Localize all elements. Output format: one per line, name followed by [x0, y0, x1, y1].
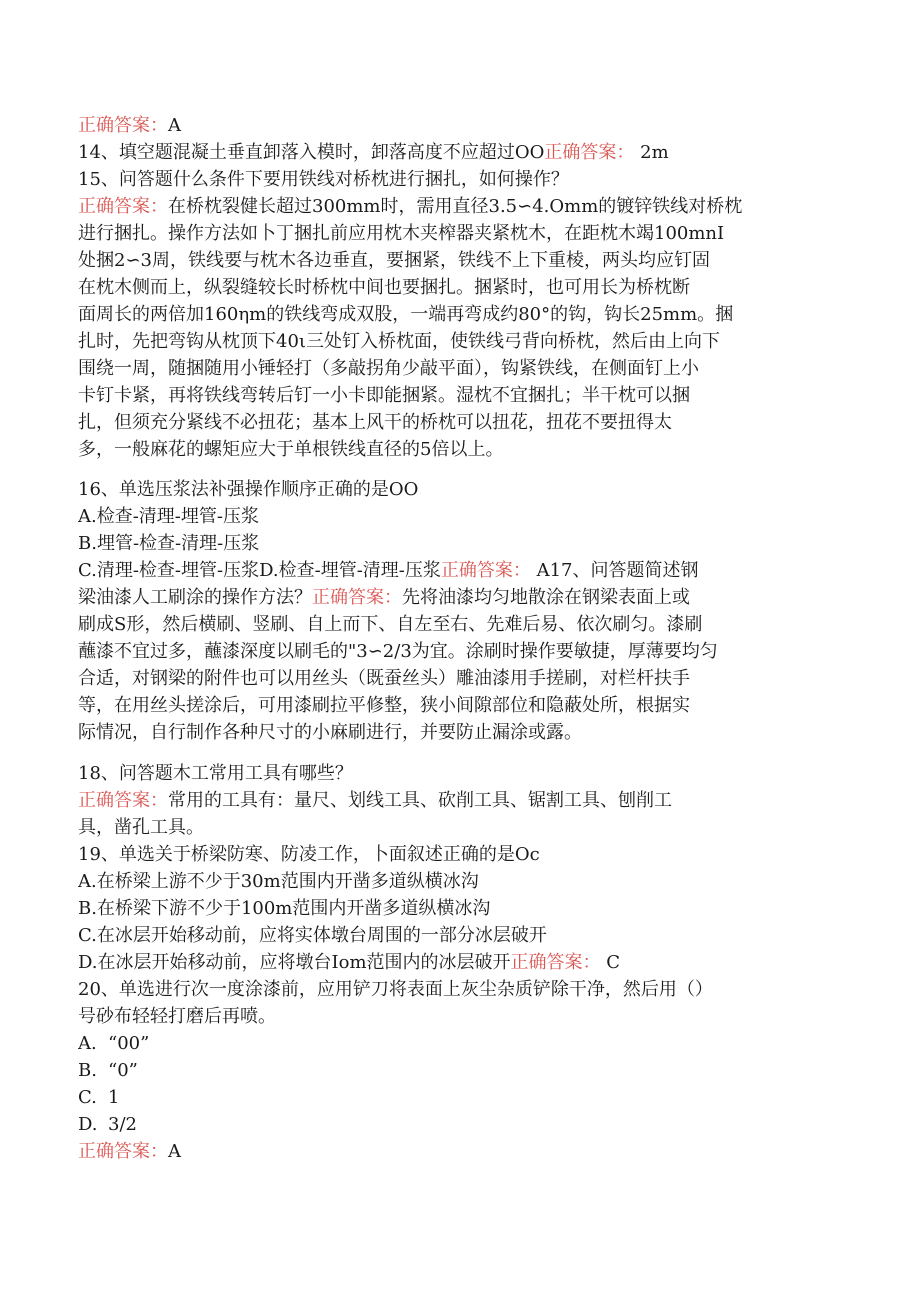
line-text: 常用的工具有：量尺、划线工具、砍削工具、锯割工具、刨削工: [168, 790, 672, 811]
text-line: [78, 1113, 848, 1137]
line-text: “00”: [108, 1033, 150, 1054]
text-line: [78, 1032, 848, 1056]
text-line: [78, 843, 848, 867]
line-text: C.清理-检查-埋管-压浆D.检查-埋管-清理-压浆: [78, 560, 441, 581]
text-line: [78, 478, 848, 502]
option-label: C.: [78, 1087, 97, 1108]
line-text: 刷成S形，然后横刷、竖刷、自上而下、自左至右、先难后易、依次刷匀。漆刷: [78, 614, 703, 635]
line-text: 号砂布轻轻打磨后再喷。: [78, 1006, 276, 1027]
text-line: [78, 1059, 848, 1083]
text-line: [78, 505, 848, 529]
text-line: [78, 721, 848, 745]
answer-label: 正确答案：: [510, 952, 601, 973]
line-text: 多，一般麻花的螺矩应大于单根铁线直径的5倍以上。: [78, 439, 504, 460]
text-line: [78, 384, 848, 408]
text-line: [78, 897, 848, 921]
text-line: [78, 640, 848, 664]
line-text: D.在冰层开始移动前，应将墩台Iom范围内的冰层破开: [78, 952, 511, 973]
line-text: A: [168, 115, 181, 136]
line-text: 具，凿孔工具。: [78, 817, 204, 838]
text-line: [78, 532, 848, 556]
line-text: 3/2: [108, 1114, 137, 1135]
text-line: [78, 1086, 848, 1110]
line-text: 等，在用丝头搓涂后，可用漆刷拉平修整，狭小间隙部位和隐蔽处所，根据实: [78, 695, 690, 716]
line-text: 卡钉卡紧，再将铁线弯转后钉一小卡即能捆紧。湿枕不宜捆扎；半干枕可以捆: [78, 385, 690, 406]
text-line: [78, 303, 848, 327]
text-line: [78, 222, 848, 246]
line-text: 2m: [634, 142, 669, 163]
line-text: 19、单选关于桥梁防寒、防凌工作，卜面叙述正确的是Oc: [78, 844, 540, 865]
option-label: B.: [78, 1060, 97, 1081]
line-text: “0”: [108, 1060, 138, 1081]
line-text: 14、填空题混凝土垂直卸落入模时，卸落高度不应超过OO: [78, 142, 545, 163]
line-text: B.埋管-检查-清理-压浆: [78, 533, 260, 554]
text-line: [78, 870, 848, 894]
text-line: [78, 924, 848, 948]
line-text: 际情况，自行制作各种尺寸的小麻刷进行，并要防止漏涂或露。: [78, 722, 582, 743]
line-text: A.在桥梁上游不少于30m范围内开凿多道纵横冰沟: [78, 871, 479, 892]
line-text: 合适，对钢梁的附件也可以用丝头（既蚕丝头）雕油漆用手搓刷，对栏杆扶手: [78, 668, 690, 689]
text-line: [78, 357, 848, 381]
text-line: [78, 978, 848, 1002]
line-text: 处捆2∽3周，铁线要与枕木各边垂直，要捆紧，铁线不上下重棱，两头均应钉固: [78, 250, 710, 271]
line-text: 扎时，先把弯钩从枕顶下40ι三处钉入桥枕面，使铁线弓背向桥枕，然后由上向下: [78, 331, 720, 352]
line-text: A17、问答题简述钢: [530, 560, 699, 581]
answer-label: 正确答案：: [78, 1141, 168, 1162]
text-line: [78, 168, 848, 192]
text-line: [78, 1005, 848, 1029]
line-text: 在枕木侧而上，纵裂缝较长时桥枕中间也要捆扎。捆紧时，也可用长为桥枕断: [78, 277, 690, 298]
line-text: 20、单选进行次一度涂漆前，应用铲刀将表面上灰尘杂质铲除干净，然后用（）: [78, 979, 713, 1000]
line-text: A.检查-清理-埋管-压浆: [78, 506, 259, 527]
text-line: [78, 559, 848, 583]
line-text: 15、问答题什么条件下要用铁线对桥枕进行捆扎，如何操作？: [78, 169, 569, 190]
line-text: 在桥枕裂健长超过300mm时，需用直径3.5∽4.Omm的镀锌铁线对桥枕: [168, 196, 743, 217]
line-text: B.在桥梁下游不少于100m范围内开凿多道纵横冰沟: [78, 898, 491, 919]
text-line: [78, 195, 848, 219]
line-text: C.在冰层开始移动前，应将实体墩台周围的一部分冰层破开: [78, 925, 547, 946]
text-line: [78, 1140, 848, 1164]
answer-label: 正确答案：: [312, 587, 402, 608]
text-line: [78, 276, 848, 300]
text-line: [78, 438, 848, 462]
text-line: [78, 411, 848, 435]
text-line: [78, 586, 848, 610]
answer-label: 正确答案：: [78, 115, 168, 136]
answer-label: 正确答案：: [544, 142, 635, 163]
text-line: [78, 249, 848, 273]
line-text: 16、单选压浆法补强操作顺序正确的是OO: [78, 479, 419, 500]
answer-label: 正确答案：: [440, 560, 531, 581]
line-text: 面周长的两倍加160ηm的铁线弯成双股，一端再弯成约80°的钩，钩长25mm。捆: [78, 304, 734, 325]
line-text: 先将油漆均匀地散涂在钢梁表面上或: [402, 587, 690, 608]
line-text: 18、问答题木工常用工具有哪些？: [78, 763, 353, 784]
text-line: [78, 330, 848, 354]
text-line: [78, 114, 848, 138]
option-label: D.: [78, 1114, 98, 1135]
text-line: [78, 951, 848, 975]
text-line: [78, 789, 848, 813]
line-text: 围绕一周，随捆随用小锤轻打（多敲拐角少敲平面），钩紧铁线，在侧面钉上小: [78, 358, 699, 379]
line-text: 扎，但须充分紧线不必扭花；基本上风干的桥枕可以扭花，扭花不要扭得太: [78, 412, 672, 433]
text-line: [78, 613, 848, 637]
line-text: C: [600, 952, 621, 973]
text-line: [78, 667, 848, 691]
option-label: A.: [78, 1033, 97, 1054]
text-line: [78, 141, 848, 165]
line-text: 蘸漆不宜过多，蘸漆深度以刷毛的"3∽2/3为宜。涂刷时操作要敏捷，厚薄要均匀: [78, 641, 718, 662]
answer-label: 正确答案：: [78, 196, 168, 217]
text-line: [78, 694, 848, 718]
line-text: 1: [108, 1087, 120, 1108]
line-text: A: [168, 1141, 181, 1162]
text-line: [78, 816, 848, 840]
text-line: [78, 762, 848, 786]
line-text: 梁油漆人工刷涂的操作方法？: [78, 587, 312, 608]
answer-label: 正确答案：: [78, 790, 168, 811]
line-text: 进行捆扎。操作方法如卜丁捆扎前应用枕木夹榨器夹紧枕木，在距枕木竭100mnI: [78, 223, 725, 244]
